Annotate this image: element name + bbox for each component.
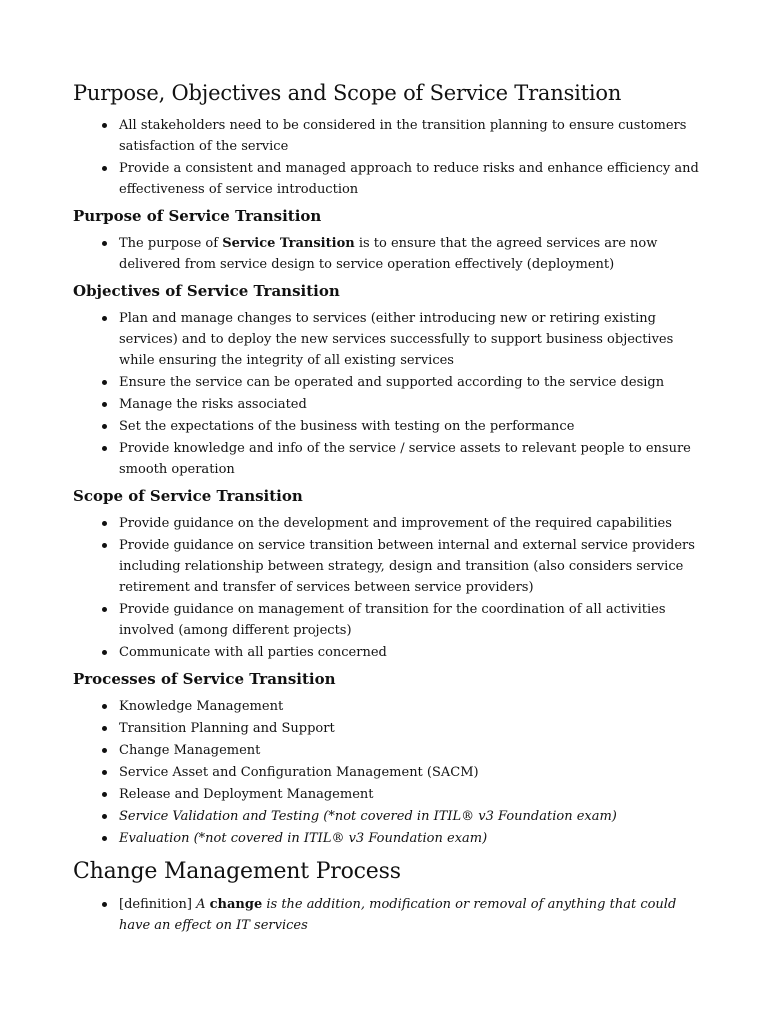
list-item [73, 718, 708, 739]
change-list [73, 894, 708, 936]
scope-list [73, 513, 708, 663]
list-item-text: Provide a consistent and managed approach to reduce risks and enhance efficiency and effectiveness of service introduction [119, 161, 699, 197]
list-item-text: Ensure the service can be operated and supported according to the service design [119, 375, 665, 390]
list-item-text: Plan and manage changes to services (either introducing new or retiring existing services) and to deploy the new services successfully to support business objectives while ensuring the integrity of all existing services [119, 311, 674, 368]
list-item-text: Provide guidance on service transition between internal and external service providers including relationship between strategy, design and transition (also considers service retirement and transfer of services between service providers) [119, 538, 695, 595]
list-item [73, 806, 708, 827]
section-heading-purpose: Purpose of Service Transition [73, 207, 322, 225]
list-item [73, 308, 708, 371]
bullet-icon [102, 792, 107, 797]
list-item-text: Change Management [119, 743, 261, 758]
bullet-icon [102, 402, 107, 407]
bullet-icon [102, 836, 107, 841]
list-item [73, 158, 708, 200]
list-item [73, 696, 708, 717]
bullet-icon [102, 704, 107, 709]
list-item [73, 762, 708, 783]
list-item [73, 513, 708, 534]
definition-article: A [196, 897, 210, 912]
list-item-text: Provide knowledge and info of the service / service assets to relevant people to ensure smooth operation [119, 441, 691, 477]
section-heading-processes: Processes of Service Transition [73, 670, 336, 688]
list-item [73, 784, 708, 805]
list-item-text-italic: Service Validation and Testing (*not covered in ITIL® v3 Foundation exam) [119, 809, 617, 824]
section-heading-objectives: Objectives of Service Transition [73, 282, 340, 300]
bullet-icon [102, 748, 107, 753]
list-item-text: Communicate with all parties concerned [119, 645, 387, 660]
bullet-icon [102, 814, 107, 819]
processes-list [73, 696, 708, 849]
list-item [73, 740, 708, 761]
bullet-icon [102, 166, 107, 171]
list-item-text: Service Asset and Configuration Management (SACM) [119, 765, 479, 780]
bullet-icon [102, 770, 107, 775]
section-heading-scope: Scope of Service Transition [73, 487, 303, 505]
list-item-text: Release and Deployment Management [119, 787, 374, 802]
definition-label: [definition] [119, 897, 197, 912]
list-item [73, 416, 708, 437]
bullet-icon [102, 521, 107, 526]
intro-list [73, 115, 708, 200]
list-item [73, 233, 708, 275]
bullet-icon [102, 424, 107, 429]
bullet-icon [102, 650, 107, 655]
list-item-text: Transition Planning and Support [119, 721, 335, 736]
page-title: Purpose, Objectives and Scope of Service Transition [73, 81, 622, 105]
bullet-icon [102, 123, 107, 128]
purpose-list [73, 233, 708, 275]
list-item-text: Manage the risks associated [119, 397, 307, 412]
list-item [73, 828, 708, 849]
list-item-text: Knowledge Management [119, 699, 284, 714]
bullet-icon [102, 902, 107, 907]
objectives-list [73, 308, 708, 480]
list-item [73, 372, 708, 393]
list-item-text-italic: Evaluation (*not covered in ITIL® v3 Foundation exam) [119, 831, 488, 846]
bullet-icon [102, 380, 107, 385]
definition-term: change [209, 897, 263, 912]
list-item [73, 438, 708, 480]
bullet-icon [102, 607, 107, 612]
bullet-icon [102, 726, 107, 731]
list-item [73, 115, 708, 157]
bullet-icon [102, 241, 107, 246]
list-item-text: Provide guidance on management of transition for the coordination of all activities involved (among different projects) [119, 602, 666, 638]
list-item [73, 894, 708, 936]
list-item-text: All stakeholders need to be considered in the transition planning to ensure customers satisfaction of the service [119, 118, 687, 154]
bullet-icon [102, 316, 107, 321]
list-item-text: Set the expectations of the business with testing on the performance [119, 419, 575, 434]
list-item [73, 394, 708, 415]
list-item-text: Provide guidance on the development and improvement of the required capabilities [119, 516, 672, 531]
purpose-suffix: is to ensure that the agreed services are now delivered from service design to service operation effectively (deployment) [119, 236, 658, 272]
bullet-icon [102, 446, 107, 451]
bullet-icon [102, 543, 107, 548]
definition-text: is the addition, modification or removal of anything that could have an effect on IT services [119, 897, 677, 933]
purpose-bold-term: Service Transition [222, 236, 355, 251]
list-item [73, 642, 708, 663]
purpose-prefix: The purpose of [119, 236, 223, 251]
list-item [73, 535, 708, 598]
list-item [73, 599, 708, 641]
section-title-change-management: Change Management Process [73, 859, 401, 884]
